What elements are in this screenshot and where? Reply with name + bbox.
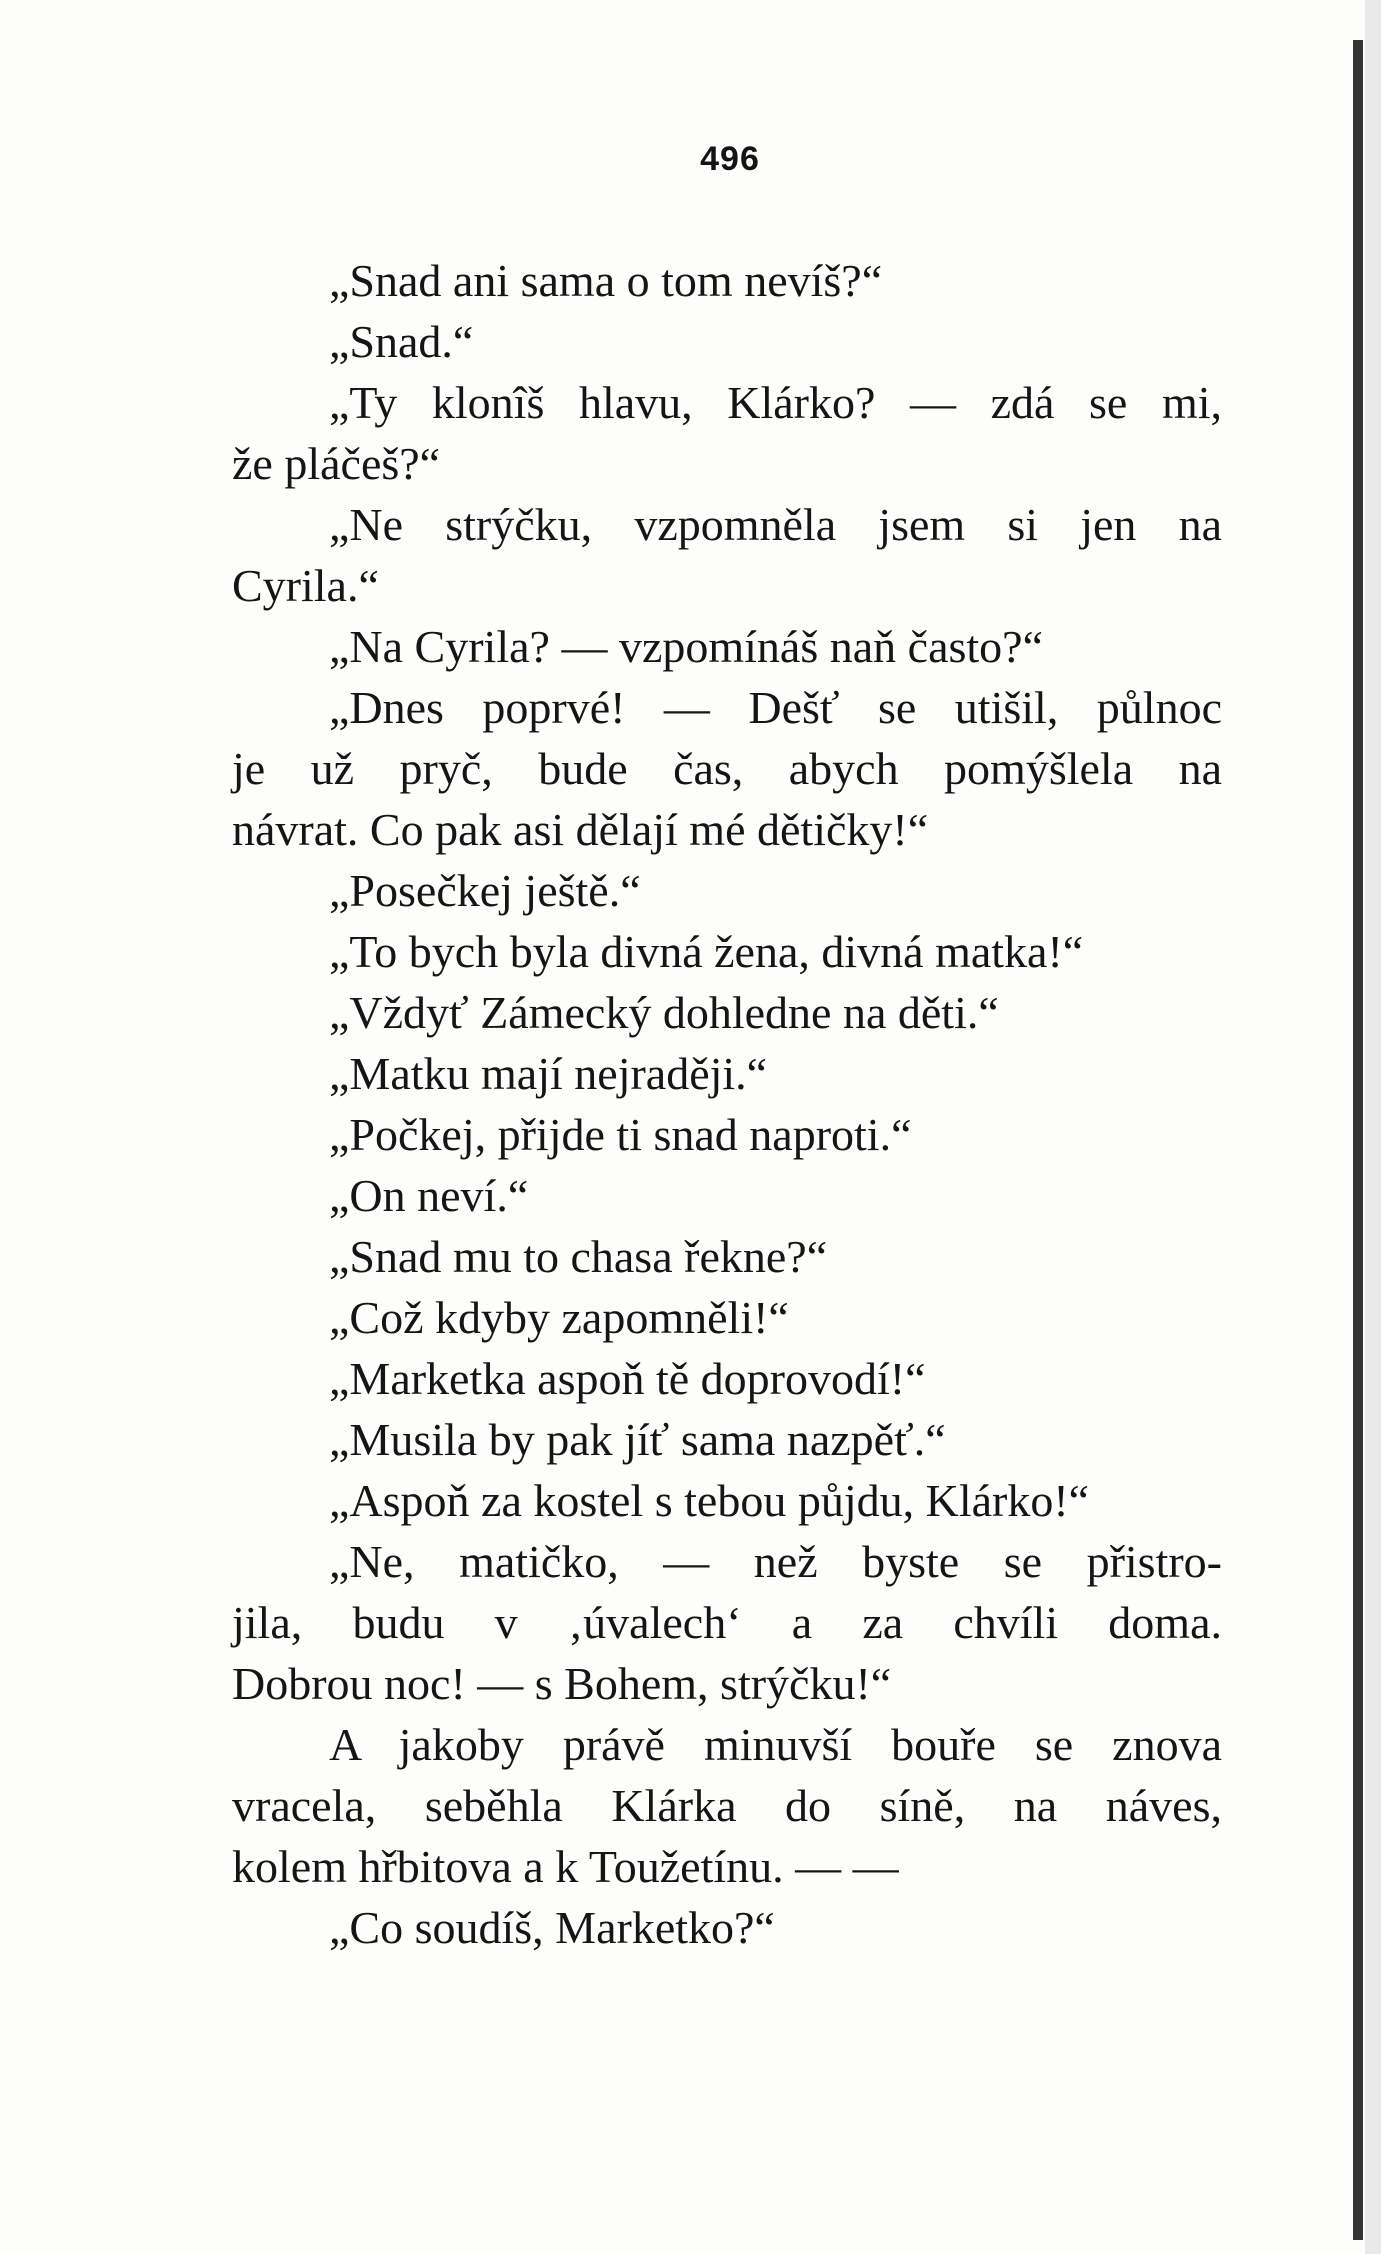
text-line: „Snad.“ (329, 316, 474, 367)
text-line: „Posečkej ještě.“ (329, 865, 641, 916)
text-line: A jakoby právě minuvší bouře se znova (329, 1719, 1222, 1770)
text-line: „Ne, matičko, — než byste se přistro- (329, 1536, 1222, 1587)
text-line: „On neví.“ (329, 1170, 529, 1221)
text-line: „Ty klonîš hlavu, Klárko? — zdá se mi, (329, 377, 1222, 428)
text-line: „Ne strýčku, vzpomněla jsem si jen na (329, 499, 1222, 550)
text-line: „Co soudíš, Marketko?“ (329, 1902, 775, 1953)
text-line: Cyrila.“ (232, 560, 379, 611)
text-line: je už pryč, bude čas, abych pomýšlela na (232, 743, 1222, 794)
text-line: jila, budu v ‚úvalech‘ a za chvíli doma. (232, 1597, 1222, 1648)
text-line: „To bych byla divná žena, divná matka!“ (329, 926, 1084, 977)
page-edge-shadow (1365, 0, 1381, 2254)
text-line: „Snad mu to chasa řekne?“ (329, 1231, 828, 1282)
text-line: „Na Cyrila? — vzpomínáš naň často?“ (329, 621, 1044, 672)
text-line: „Snad ani sama o tom nevíš?“ (329, 255, 883, 306)
text-line: „Aspoň za kostel s tebou půjdu, Klárko!“ (329, 1475, 1090, 1526)
text-line: návrat. Co pak asi dělají mé dětičky!“ (232, 804, 929, 855)
text-line: „Počkej, přijde ti snad naproti.“ (329, 1109, 912, 1160)
text-line: že pláčeš?“ (232, 438, 441, 489)
text-line: vracela, seběhla Klárka do síně, na náves, (232, 1780, 1222, 1831)
text-line: kolem hřbitova a k Toužetínu. — — (232, 1841, 899, 1892)
text-line: „Což kdyby zapomněli!“ (329, 1292, 789, 1343)
text-line: „Dnes poprvé! — Dešť se utišil, půlnoc (329, 682, 1222, 733)
body-text (232, 250, 1222, 1958)
text-line: „Matku mají nejraději.“ (329, 1048, 768, 1099)
page-number: 496 (700, 140, 760, 178)
text-line: „Vždyť Zámecký dohledne na děti.“ (329, 987, 999, 1038)
text-line: Dobrou noc! — s Bohem, strýčku!“ (232, 1658, 892, 1709)
page-edge-dark (1353, 40, 1363, 2240)
text-line: „Marketka aspoň tě doprovodí!“ (329, 1353, 926, 1404)
text-line: „Musila by pak jíť sama nazpěť.“ (329, 1414, 946, 1465)
